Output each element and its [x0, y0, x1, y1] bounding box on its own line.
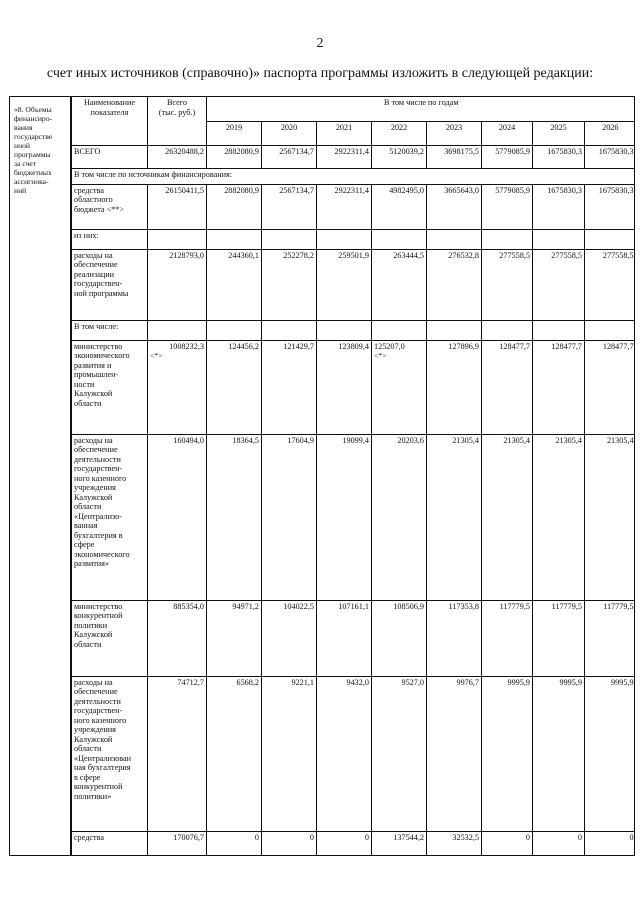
row-value — [317, 145, 372, 168]
row-value-text: 9432,0 — [346, 677, 369, 687]
row-total — [148, 831, 207, 856]
row-value — [372, 340, 427, 434]
row-total-value: 885354,0 — [173, 601, 204, 611]
row-value-text: 0 — [577, 832, 582, 842]
row-value-text: 3698175,5 — [444, 146, 479, 156]
row-value — [262, 676, 317, 831]
row-value — [207, 184, 262, 229]
row-value-text: 0 — [364, 832, 369, 842]
row-value-text: 244360,1 — [228, 250, 259, 260]
row-total — [148, 434, 207, 600]
row-value — [533, 676, 585, 831]
row-value — [262, 184, 317, 229]
row-total-value: 26320488,2 — [165, 146, 204, 156]
row-value-text: 128477,7 — [499, 341, 530, 351]
row-value-text: 9976,7 — [456, 677, 479, 687]
row-value — [207, 676, 262, 831]
row-value-text: 276532,8 — [448, 250, 479, 260]
row-value — [427, 145, 482, 168]
row-value — [262, 249, 317, 320]
row-value-text: 9995,9 — [559, 677, 582, 687]
row-value — [482, 676, 533, 831]
header-total: Всего (тыс. руб.) — [148, 97, 207, 145]
table-row — [72, 229, 636, 249]
table-row — [72, 320, 636, 340]
row-value — [427, 249, 482, 320]
table-row — [72, 831, 636, 856]
row-value — [533, 249, 585, 320]
row-value-text: 252278,2 — [283, 250, 314, 260]
row-value — [262, 831, 317, 856]
including-label: В том числе: — [72, 320, 148, 340]
header-year: 2025 — [533, 121, 585, 145]
row-value-text: 121429,7 — [283, 341, 314, 351]
value-footnote-mark: <*> — [374, 351, 387, 360]
row-value-text: 9221,1 — [291, 677, 314, 687]
row-value — [317, 434, 372, 600]
row-value-text: 277558,5 — [499, 250, 530, 260]
row-value-text: 18364,5 — [232, 435, 259, 445]
row-value-text: 117779,5 — [499, 601, 530, 611]
row-value — [427, 831, 482, 856]
row-total — [148, 676, 207, 831]
header-row-top — [72, 97, 636, 121]
table-row — [72, 184, 636, 229]
by-source-label: В том числе по источникам финансирования: — [72, 168, 636, 184]
side-label: «8. Объемы финансиро- вания государстве нной программы за счет бюджетных ассигнова- ний — [10, 97, 71, 855]
row-value — [482, 184, 533, 229]
row-value-text: 2922311,4 — [334, 185, 369, 195]
row-value-text: 19099,4 — [342, 435, 369, 445]
row-label: расходы на обеспечение деятельности государствен- ного казенного учреждения Калужской области «Централизо- ванная бухгалтерия в сфере экономического развития» — [72, 434, 148, 600]
header-year: 2021 — [317, 121, 372, 145]
row-total-value: 1008232,3 — [169, 341, 204, 351]
row-value — [372, 434, 427, 600]
row-value — [482, 145, 533, 168]
row-value — [262, 600, 317, 676]
table-row — [72, 145, 636, 168]
row-value — [482, 340, 533, 434]
row-value — [207, 249, 262, 320]
row-value-text: 0 — [525, 832, 530, 842]
row-value — [533, 184, 585, 229]
header-name: Наименование показателя — [72, 97, 148, 145]
row-value — [585, 340, 636, 434]
row-value-text: 117779,5 — [603, 601, 634, 611]
header-year: 2026 — [585, 121, 636, 145]
row-value — [207, 831, 262, 856]
row-label: ВСЕГО — [72, 145, 148, 168]
row-value-text: 21305,4 — [555, 435, 582, 445]
of-them-label: из них: — [72, 229, 148, 249]
row-total-value: 2128793,0 — [169, 250, 204, 260]
row-value — [585, 249, 636, 320]
row-value-text: 1675830,3 — [547, 146, 582, 156]
row-value-text: 21305,4 — [452, 435, 479, 445]
row-label: министерство экономического развития и промышлен- ности Калужской области — [72, 340, 148, 434]
row-value — [317, 184, 372, 229]
header-year: 2022 — [372, 121, 427, 145]
row-value-text: 1675830,3 — [598, 146, 634, 156]
header-year: 2020 — [262, 121, 317, 145]
row-value — [585, 600, 636, 676]
row-value-text: 94971,2 — [232, 601, 259, 611]
row-value-text: 32532,5 — [452, 832, 479, 842]
row-value-text: 9995,9 — [507, 677, 530, 687]
row-value — [317, 600, 372, 676]
row-value-text: 124456,2 — [228, 341, 259, 351]
row-value — [372, 831, 427, 856]
row-value — [427, 340, 482, 434]
row-total-value: 170076,7 — [173, 832, 204, 842]
row-value-text: 5779085,9 — [495, 185, 530, 195]
row-value — [372, 184, 427, 229]
row-value — [262, 145, 317, 168]
row-value — [427, 676, 482, 831]
row-label: министерство конкурентной политики Калужской области — [72, 600, 148, 676]
row-value-text: 21305,4 — [606, 435, 634, 445]
row-value — [427, 600, 482, 676]
row-value-text: 1675830,3 — [598, 185, 634, 195]
row-value-text: 263444,5 — [393, 250, 424, 260]
row-value — [427, 434, 482, 600]
row-value — [482, 600, 533, 676]
row-value — [533, 340, 585, 434]
row-value-text: 0 — [309, 832, 314, 842]
row-value-text: 117353,8 — [448, 601, 479, 611]
row-label: средства — [72, 831, 148, 856]
table-row — [72, 249, 636, 320]
header-year: 2024 — [482, 121, 533, 145]
row-total — [148, 184, 207, 229]
row-value-text: 2922311,4 — [334, 146, 369, 156]
row-value-text: 259501,9 — [338, 250, 369, 260]
row-value-text: 9527,0 — [401, 677, 424, 687]
row-value — [207, 434, 262, 600]
row-value — [372, 600, 427, 676]
row-label: расходы на обеспечение деятельности государствен- ного казенного учреждения Калужской области «Централизован ная бухгалтерия в сфере конкурентной политики» — [72, 676, 148, 831]
row-value-text: 125207,0 — [374, 341, 405, 351]
row-value-text: 277558,5 — [602, 250, 634, 260]
row-value — [533, 145, 585, 168]
row-value — [585, 676, 636, 831]
row-value — [482, 831, 533, 856]
row-value-text: 17604,9 — [287, 435, 314, 445]
row-value — [372, 249, 427, 320]
row-total — [148, 249, 207, 320]
row-total-value: 74712,7 — [177, 677, 204, 687]
row-value-text: 127896,9 — [448, 341, 479, 351]
row-value-text: 5779085,9 — [495, 146, 530, 156]
row-total — [148, 145, 207, 168]
row-value-text: 2567134,7 — [279, 185, 314, 195]
header-years-group: В том числе по годам — [207, 97, 636, 121]
table-row — [72, 600, 636, 676]
row-value-text: 2567134,7 — [279, 146, 314, 156]
row-value-text: 0 — [254, 832, 259, 842]
row-total-value: 160494,0 — [173, 435, 204, 445]
row-value — [317, 676, 372, 831]
table-row — [72, 168, 636, 184]
row-value — [317, 249, 372, 320]
page-number: 2 — [316, 36, 324, 51]
row-value — [262, 340, 317, 434]
row-value-text: 4982495,0 — [389, 185, 424, 195]
row-value — [372, 145, 427, 168]
section-heading: счет иных источников (справочно)» паспорта программы изложить в следующей редакции: — [46, 66, 594, 81]
row-total-value: 26150411,5 — [165, 185, 204, 195]
row-value — [585, 831, 636, 856]
header-year: 2019 — [207, 121, 262, 145]
row-value — [482, 249, 533, 320]
row-value-text: 2882080,9 — [224, 185, 259, 195]
row-value-text: 128477,7 — [602, 341, 634, 351]
row-total — [148, 340, 207, 434]
table-row — [72, 340, 636, 434]
row-value — [317, 340, 372, 434]
row-label: расходы на обеспечение реализации государствен- ной программы — [72, 249, 148, 320]
table-row — [72, 676, 636, 831]
row-value-text: 108506,9 — [393, 601, 424, 611]
row-value-text: 9995,9 — [611, 677, 634, 687]
row-value — [207, 340, 262, 434]
row-value — [533, 831, 585, 856]
row-value-text: 2882080,9 — [224, 146, 259, 156]
row-value-text: 277558,5 — [551, 250, 582, 260]
financing-table-frame — [9, 96, 635, 856]
row-value-text: 104022,5 — [283, 601, 314, 611]
row-value-text: 1675830,3 — [547, 185, 582, 195]
row-value-text: 107161,1 — [338, 601, 369, 611]
row-value — [482, 434, 533, 600]
row-label: средства областного бюджета <**> — [72, 184, 148, 229]
row-value-text: 137544,2 — [393, 832, 424, 842]
row-value-text: 3665643,0 — [444, 185, 479, 195]
row-value — [207, 600, 262, 676]
financing-table — [71, 97, 635, 856]
row-value-text: 20203,6 — [397, 435, 424, 445]
row-total — [148, 600, 207, 676]
row-value-text: 0 — [629, 832, 634, 842]
row-value-text: 5120039,2 — [389, 146, 424, 156]
table-row — [72, 434, 636, 600]
row-value-text: 6568,2 — [236, 677, 259, 687]
row-value — [262, 434, 317, 600]
row-value-text: 123809,4 — [338, 341, 369, 351]
row-value — [585, 184, 636, 229]
header-year: 2023 — [427, 121, 482, 145]
row-value-text: 117779,5 — [551, 601, 582, 611]
row-value — [207, 145, 262, 168]
row-value — [317, 831, 372, 856]
row-value — [427, 184, 482, 229]
row-value-text: 21305,4 — [503, 435, 530, 445]
row-value — [585, 434, 636, 600]
row-value — [372, 676, 427, 831]
row-value — [533, 434, 585, 600]
row-value-text: 128477,7 — [551, 341, 582, 351]
row-value — [533, 600, 585, 676]
total-footnote-mark: <*> — [150, 351, 163, 360]
row-value — [585, 145, 636, 168]
